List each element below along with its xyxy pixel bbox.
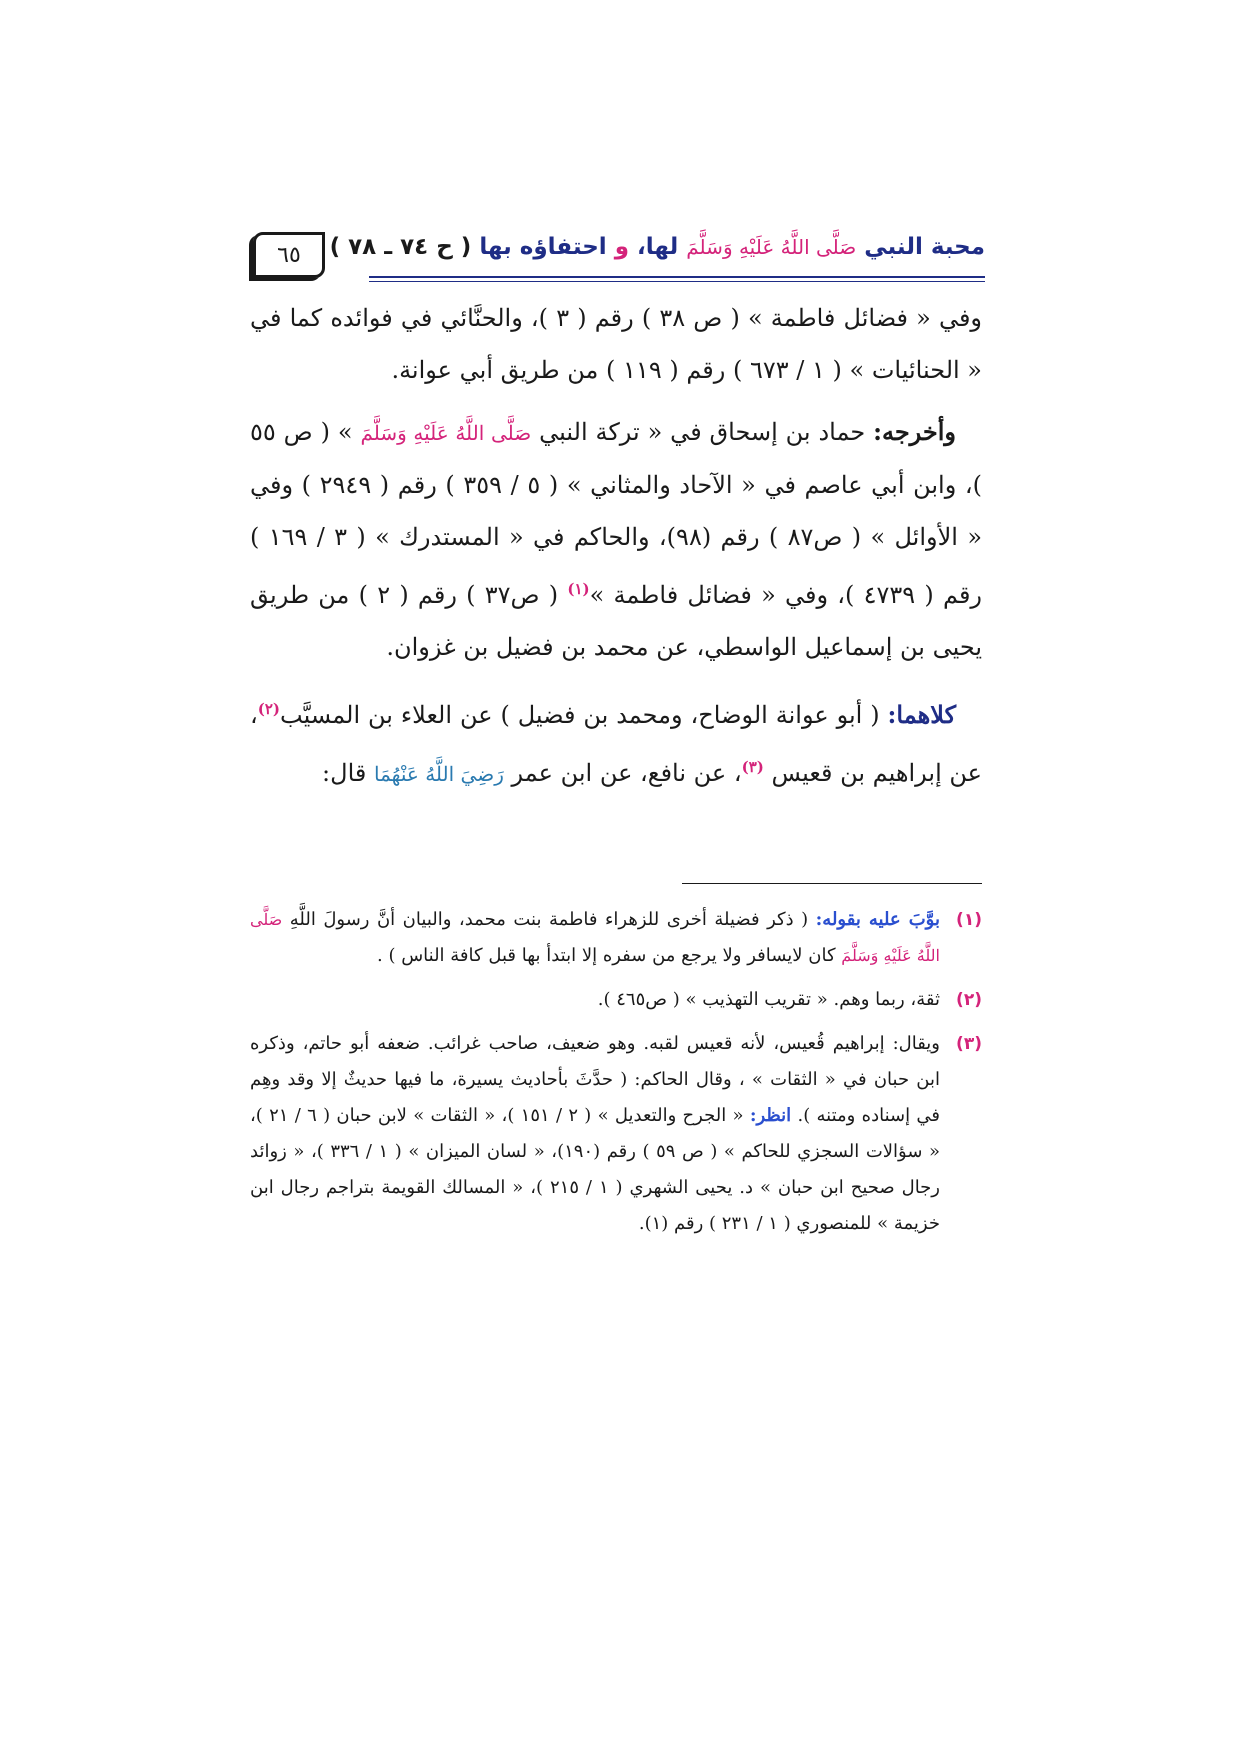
title-part3: احتفاؤه بها bbox=[479, 234, 607, 260]
footnote-text bbox=[250, 1026, 940, 1242]
footnote-number: (٣) bbox=[956, 1034, 982, 1054]
footnote-2 bbox=[250, 982, 982, 1018]
paragraph-2-lead: وأخرجه: bbox=[873, 417, 957, 446]
footnote-1-honorific: صَلَّى اللَّهُ عَلَيْهِ وَسَلَّمَ bbox=[250, 910, 940, 965]
running-title bbox=[330, 234, 985, 260]
paragraph-2-text-c: ( ص٣٧ ) رقم ( ٢ ) من طريق يحيى بن إسماعيل الواسطي، عن محمد بن فضيل بن غزوان. bbox=[250, 581, 982, 661]
title-hadith-range: ( ح ٧٤ ـ ٧٨ ) bbox=[329, 234, 472, 260]
paragraph-3-text-b: ، عن إبراهيم بن قعيس bbox=[250, 701, 982, 787]
title-waw: و bbox=[614, 234, 630, 260]
paragraph-3-text-d: قال: bbox=[322, 759, 367, 787]
page-header bbox=[253, 232, 985, 276]
footnote-number: (١) bbox=[956, 910, 982, 930]
paragraph-3-text-c: ، عن نافع، عن ابن عمر bbox=[511, 759, 742, 787]
footnotes bbox=[250, 902, 982, 1250]
title-honorific: صَلَّى اللَّهُ عَلَيْهِ وَسَلَّمَ bbox=[686, 235, 857, 259]
footnote-text: ثقة، ربما وهم. « تقريب التهذيب » ( ص٤٦٥ ). bbox=[597, 989, 940, 1010]
paragraph-1 bbox=[250, 292, 982, 396]
paragraph-2-text-a: حماد بن إسحاق في « تركة النبي bbox=[539, 418, 866, 446]
footnote-number: (٢) bbox=[956, 990, 982, 1010]
footnote-1-lead: بوَّبَ عليه بقوله: bbox=[815, 909, 940, 930]
footnote-ref-2[interactable]: (٢) bbox=[257, 700, 281, 718]
paragraph-3-lead: كلاهما: bbox=[887, 700, 956, 729]
title-part2: لها، bbox=[637, 234, 679, 260]
footnote-1 bbox=[250, 902, 982, 974]
footnote-separator bbox=[682, 883, 982, 884]
paragraph-3-text-a: ( أبو عوانة الوضاح، ومحمد بن فضيل ) عن العلاء بن المسيَّب bbox=[280, 701, 880, 729]
footnote-1-text-b: كان لايسافر ولا يرجع من سفره إلا ابتدأ بها قبل كافة الناس ) . bbox=[377, 945, 836, 966]
page-number-box bbox=[253, 232, 325, 278]
footnote-ref-3[interactable]: (٣) bbox=[741, 758, 764, 776]
footnote-3 bbox=[250, 1026, 982, 1242]
footnote-3-lead: انظر: bbox=[749, 1105, 792, 1126]
footnote-3-text-a: ويقال: إبراهيم قُعيس، لأنه قعيس لقبه. وهو ضعيف، صاحب غرائب. ضعفه أبو حاتم، وذكره ابن حبان في « الثقات » ، وقال الحاكم: ( حدَّثَ بأحاديث يسيرة، ما فيها حديثٌ إلا وقد وهِم في إسناده ومتنه ). bbox=[250, 1033, 940, 1126]
header-rule-thin bbox=[369, 281, 985, 282]
footnote-text bbox=[250, 902, 940, 974]
footnote-3-text-b: « الجرح والتعديل » ( ٢ / ١٥١ )، « الثقات » لابن حبان ( ٦ / ٢١ )، « سؤالات السجزي للحاكم » ( ص ٥٩ ) رقم (١٩٠)، « لسان الميزان » ( ١ / ٣٣٦ )، « زوائد رجال صحيح ابن حبان » د. يحيى الشهري ( ١ / ٢١٥ )، « المسالك القويمة بتراجم رجال ابن خزيمة » للمنصوري ( ١ / ٢٣١ ) رقم (١). bbox=[250, 1105, 940, 1234]
paragraph-3 bbox=[250, 683, 982, 800]
paragraph-2 bbox=[250, 406, 982, 673]
paragraph-3-honorific: رَضِيَ اللَّهُ عَنْهُمَا bbox=[374, 762, 504, 786]
header-rule bbox=[369, 276, 985, 278]
page-number: ٦٥ bbox=[277, 242, 301, 268]
paragraph-2-text-b: » ( ص ٥٥ )، وابن أبي عاصم في « الآحاد والمثاني » ( ٥ / ٣٥٩ ) رقم ( ٢٩٤٩ ) وفي « الأوائل » ( ص٨٧ ) رقم (٩٨)، والحاكم في « المستدرك » ( ٣ / ١٦٩ ) رقم ( ٤٧٣٩ )، وفي « فضائل فاطمة » bbox=[250, 418, 983, 609]
footnote-ref-1[interactable]: (١) bbox=[567, 580, 590, 598]
paragraph-1-text: وفي « فضائل فاطمة » ( ص ٣٨ ) رقم ( ٣ )، والحنَّائي في فوائده كما في « الحنائيات » ( ١ / ٦٧٣ ) رقم ( ١١٩ ) من طريق أبي عوانة. bbox=[250, 304, 983, 384]
footnote-1-text-a: ( ذكر فضيلة أخرى للزهراء فاطمة بنت محمد، والبيان أنَّ رسولَ اللَّهِ bbox=[289, 909, 809, 930]
title-part1: محبة النبي bbox=[864, 234, 985, 260]
main-text bbox=[250, 292, 982, 810]
paragraph-2-honorific: صَلَّى اللَّهُ عَلَيْهِ وَسَلَّمَ bbox=[360, 421, 532, 445]
